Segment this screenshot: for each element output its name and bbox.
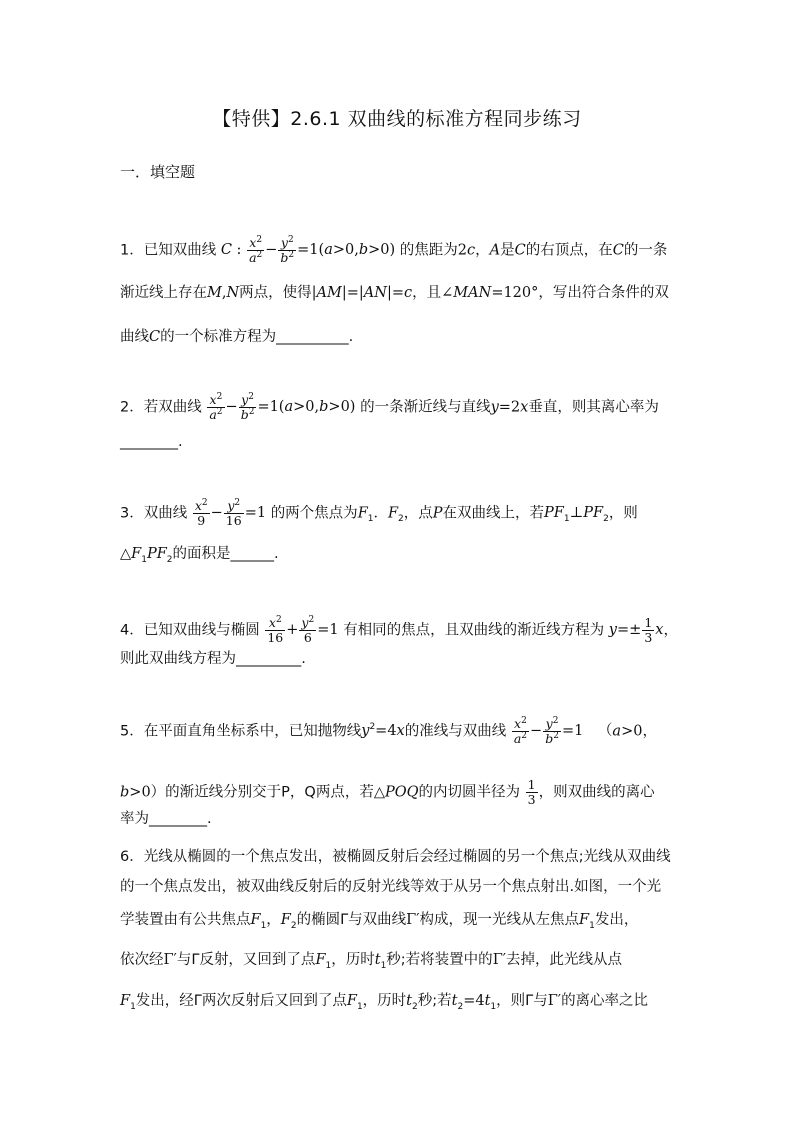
question-2-line-1: 2．若双曲线 $\frac{x^2}{a^2}$ − $\frac{y^2}{b^2}$ =1(a>0,b>0) 的一条渐近线与直线y=2x垂直，则其离心率为 [120,391,659,422]
formula: $\frac{x^2}{a^2}$ − $\frac{y^2}{b^2}$ =1(a>0,b>0) [209,391,356,422]
formula: M [207,285,222,301]
question-4-line-2: 则此双曲线方程为_________. [120,651,306,667]
formula: C [149,329,161,345]
formula: $\triangle F_1PF_2$ [120,546,173,565]
question-6-line-3: 学装置由有公共焦点$F_1$，$F_2$的椭圆Γ与双曲线Γ′构成，现一光线从左焦点$F_1$发出， [120,912,639,931]
formula: a>0 [612,723,643,740]
question-5-line-1: 5．在平面直角坐标系中，已知抛物线$y^2=4x$的准线与双曲线 $\frac{x^2}{a^2}$ − $\frac{y^2}{b^2}$ =1 （a>0， [120,715,657,746]
formula: 2 [457,242,468,259]
question-1-line-1: 1．已知双曲线 C : $\frac{x^2}{a^2}$ − $\frac{y^2}{b^2}$ =1(a>0,b>0) 的焦距为2c，A是C的右顶点，在C的一条 [120,234,668,265]
section-heading: 一．填空题 [120,163,196,181]
formula: $\frac{x^2}{a^2}$ − $\frac{y^2}{b^2}$ =1 [513,715,584,746]
formula: Γ′ [163,952,177,968]
formula: F [120,993,131,1009]
formula: F [250,912,261,928]
formula: $\frac{x^2}{9}$ − $\frac{y^2}{16}$ =1 [194,497,267,528]
question-5-line-3: 率为________. [120,811,212,827]
formula: |AM|=|AN|=c [311,285,413,301]
formula: $PF_1\perp PF_2$ [544,505,609,525]
question-6-line-4: 依次经Γ′与Γ反射，又回到了点$F_1$，历时$t_1$秒;若将装置中的Γ′去掉，此光线从点 [120,952,623,971]
formula: $y^2=4x$ [361,722,405,740]
question-3-line-1: 3．双曲线 $\frac{x^2}{9}$ − $\frac{y^2}{16}$ =1 的两个焦点为$F_1$．$F_2$，点P在双曲线上，若$PF_1\perp PF_2$，则 [120,497,638,528]
question-6-line-1: 6．光线从椭圆的一个焦点发出，被椭圆反射后会经过椭圆的另一个焦点;光线从双曲线 [120,849,671,865]
question-1-line-3: 曲线C的一个标准方程为__________. [120,329,354,345]
formula: y=± $\frac{1}{3}$ x [608,615,664,645]
formula: Γ′ [406,912,420,928]
formula: $\frac{1}{3}$ [527,777,536,807]
question-1-line-2: 渐近线上存在M,N两点，使得|AM|=|AN|=c，且∠MAN=120°，写出符合条件的双 [120,285,669,301]
formula: $\frac{x^2}{16}$ + $\frac{y^2}{6}$ =1 [267,614,339,645]
formula: y=2x [490,399,529,416]
formula: C : $\frac{x^2}{a^2}$ − $\frac{y^2}{b^2}$ =1(a>0,b>0) [220,234,396,265]
question-4-line-1: 4．已知双曲线与椭圆 $\frac{x^2}{16}$ + $\frac{y^2}{6}$ =1 有相同的焦点，且双曲线的渐近线方程为 y=± $\frac{1}{3}$ x， [120,614,678,645]
formula: A [489,242,501,259]
question-3-line-2: $\triangle F_1PF_2$的面积是______. [120,546,279,565]
document-title: 【特供】2.6.1 双曲线的标准方程同步练习 [212,108,582,130]
formula: b>0 [120,784,151,801]
question-6-line-2: 的一个焦点发出，被双曲线反射后的反射光线等效于从另一个焦点射出.如图，一个光 [120,879,662,895]
question-2-line-2: ________. [120,434,183,450]
formula: △POQ [373,784,419,801]
formula: $t_2=4t_1$ [451,993,497,1012]
question-6-line-5: $F_1$发出，经Γ两次反射后又回到了点$F_1$，历时$t_2$秒;若$t_2=4t_1$，则Γ与Γ′的离心率之比 [120,993,649,1012]
formula: F [357,505,368,522]
question-5-line-2: b>0）的渐近线分别交于P，Q两点，若△POQ的内切圆半径为 $\frac{1}{3}$ ，则双曲线的离心 [120,777,655,807]
formula: ∠MAN=120° [441,285,539,301]
